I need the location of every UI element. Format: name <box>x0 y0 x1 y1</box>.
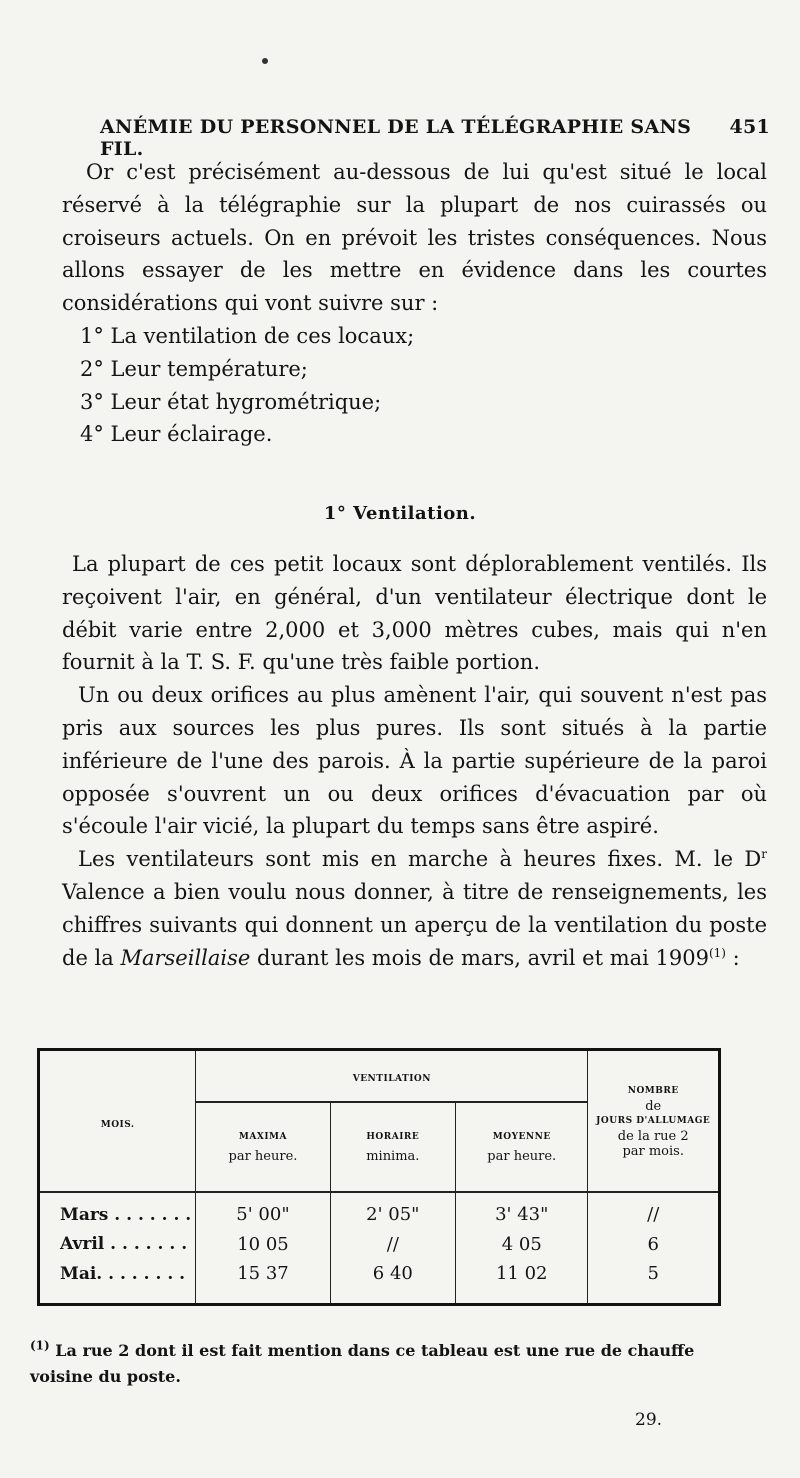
paragraph <box>62 843 767 974</box>
cell-moyenne: 4 05 <box>456 1230 588 1259</box>
paragraph-text: D <box>744 847 762 872</box>
paragraph-text: : <box>725 945 740 970</box>
footnote-text: La rue 2 dont il est fait mention dans ce tableau est une rue de chauffe voisine du poste. <box>30 1341 695 1386</box>
header-ventilation: VENTILATION <box>196 1050 588 1102</box>
header-mois: MOIS. <box>39 1050 196 1193</box>
cell-jours: // <box>647 1204 660 1226</box>
running-head-title: ANÉMIE DU PERSONNEL DE LA TÉLÉGRAPHIE SANS FIL. <box>100 116 692 160</box>
cell-jours: 5 <box>647 1263 659 1285</box>
list-item: 2° Leur température; <box>80 356 308 381</box>
cell-minima: // <box>330 1230 455 1259</box>
footnote-mark: (1) <box>30 1338 50 1353</box>
ventilation-text <box>62 548 767 974</box>
section-title: 1° Ventilation. <box>323 503 477 524</box>
footnote-ref: (1) <box>708 945 726 960</box>
cell-maxima: 5' 00" <box>196 1200 330 1229</box>
superscript: r <box>761 847 767 862</box>
list-item: 1° La ventilation de ces locaux; <box>80 324 415 348</box>
paragraph: Un ou deux orifices au plus amènent l'air, qui souvent n'est pas pris aux sources les plus pures. Ils sont situés à la partie inférieure de l'une des parois. À la partie supérieure de la paroi opposée s'ouvrent un ou deux orifices d'évacuation par où s'écoule l'air vicié, la plupart du temps sans être aspiré. <box>62 683 767 839</box>
cell-minima: 2' 05" <box>330 1200 455 1229</box>
running-head-page-number: 451 <box>729 116 770 138</box>
running-head <box>100 116 770 160</box>
header-nombre: NOMBRE de JOURS D'ALLUMAGE de la rue 2 par mois. <box>596 1085 711 1159</box>
ventilation-table <box>37 1048 721 1306</box>
list-item: 4° Leur éclairage. <box>80 422 273 447</box>
paragraph: La plupart de ces petit locaux sont déplorablement ventilés. Ils reçoivent l'air, en général, d'un ventilateur électrique dont le débit varie entre 2,000 et 3,000 mètres cubes, mais qui n'en fournit à la T. S. F. qu'une très faible portion. <box>62 552 767 675</box>
topic-list <box>80 320 414 451</box>
paragraph-text: Les ventilateurs sont mis en marche à heures fixes. M. le <box>78 847 734 872</box>
cell-moyenne: 3' 43" <box>456 1200 588 1229</box>
table-row <box>39 1230 720 1259</box>
subheader-horaire: HORAIRE minima. <box>330 1102 455 1193</box>
paragraph-text: Valence a bien voulu nous donner, à titre de renseignements, les chiffres suivants qui donnent un aperçu de la ventilation du poste de la <box>62 879 767 970</box>
cell-mois: Mars . . . . . . . <box>39 1200 196 1229</box>
table-bottom-spacer <box>39 1289 720 1305</box>
subheader-maxima: MAXIMA par heure. <box>196 1102 330 1193</box>
cell-minima: 6 40 <box>330 1259 455 1288</box>
cell-maxima: 15 37 <box>196 1259 330 1288</box>
subheader-moyenne: MOYENNE par heure. <box>456 1102 588 1193</box>
table-header-row <box>39 1050 720 1102</box>
table-row <box>39 1200 720 1229</box>
cell-mois: Avril . . . . . . . <box>39 1230 196 1259</box>
ink-speck <box>262 58 268 64</box>
footnote <box>30 1338 730 1390</box>
page-footer-number: 29. <box>635 1410 663 1430</box>
cell-maxima: 10 05 <box>196 1230 330 1259</box>
table-row <box>39 1259 720 1288</box>
ship-name: Marseillaise <box>120 945 251 970</box>
list-item: 3° Leur état hygrométrique; <box>80 389 382 414</box>
paragraph-text: durant les mois de mars, avril et mai 1909 <box>250 945 709 970</box>
table-separator <box>39 1192 720 1200</box>
cell-moyenne: 11 02 <box>456 1259 588 1288</box>
cell-jours: 6 <box>647 1233 659 1255</box>
cell-mois: Mai. . . . . . . . <box>39 1259 196 1288</box>
intro-paragraph: Or c'est précisément au-dessous de lui qu'est situé le local réservé à la télégraphie sur la plupart de nos cuirassés ou croiseurs actuels. On en prévoit les tristes conséquences. Nous allons essayer de les mettre en évidence dans les courtes considérations qui vont suivre sur : <box>62 160 767 316</box>
